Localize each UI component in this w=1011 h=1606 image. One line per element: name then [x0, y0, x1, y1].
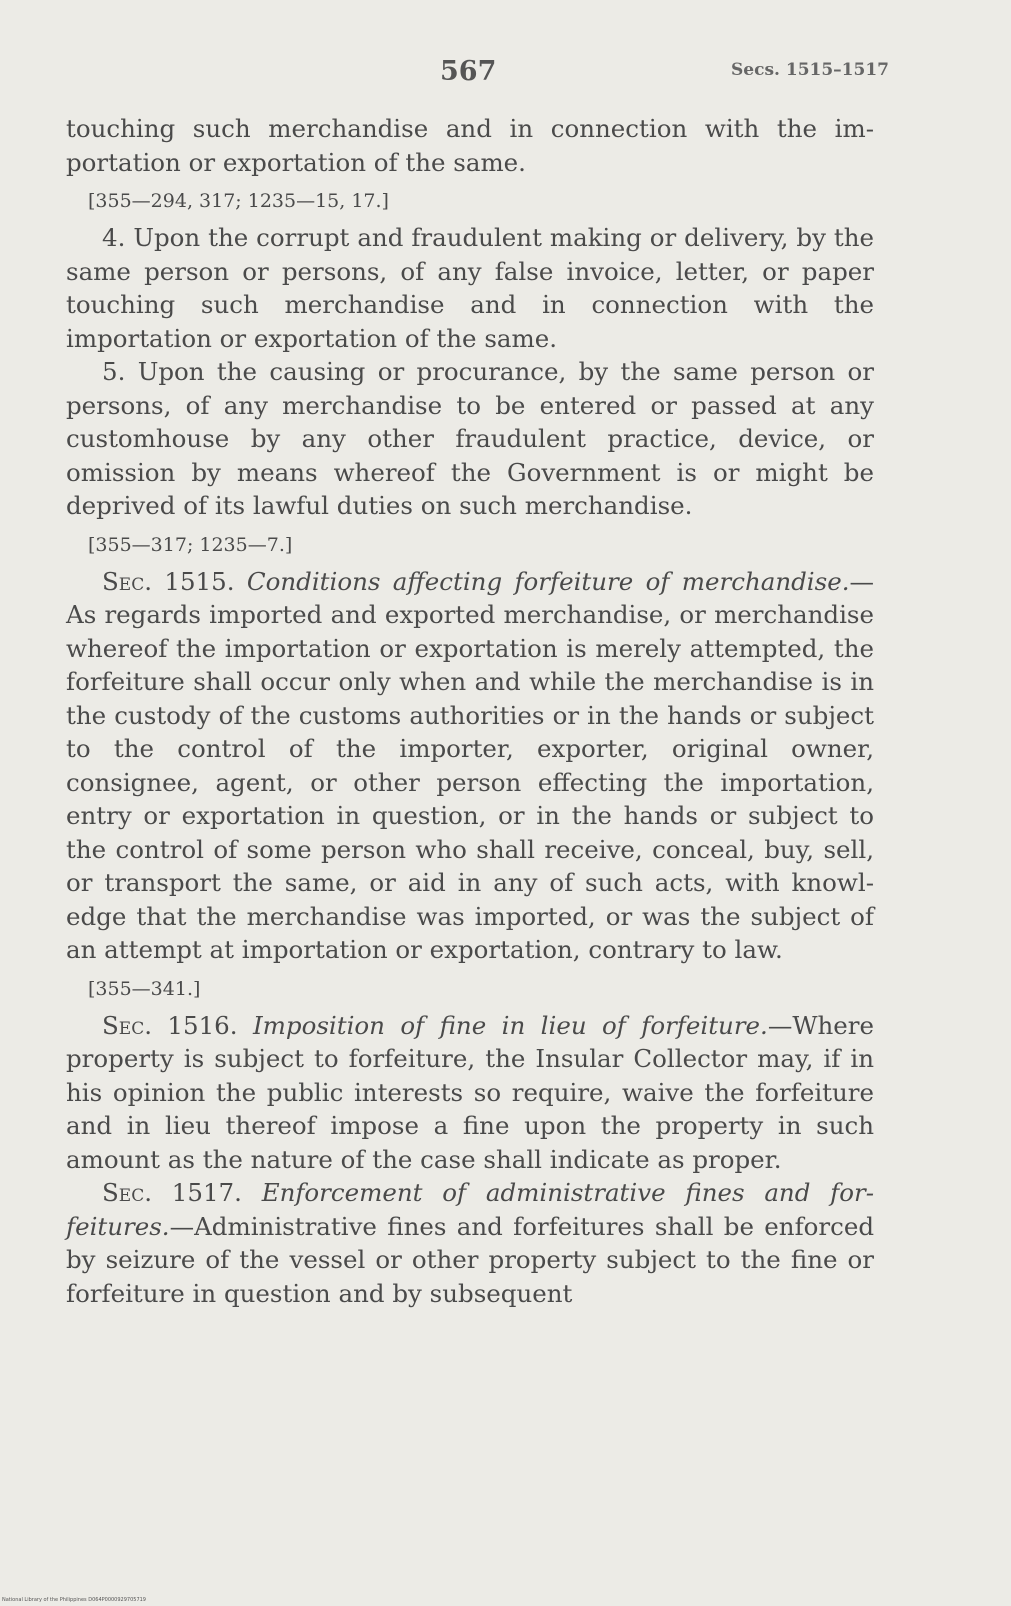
citation: [355—341.] [88, 977, 201, 1000]
section-number: 1517. [171, 1178, 242, 1207]
section-number: 1516. [167, 1010, 238, 1040]
section-title: Enforcement of administrative fines and forfeitures. [66, 1178, 874, 1241]
page-number: 567 [440, 56, 497, 87]
citation: [355—294, 317; 1235—15, 17.] [88, 190, 389, 212]
section-1515 [66, 565, 874, 967]
running-head: Secs. 1515–1517 [731, 60, 889, 80]
section-1516 [66, 1009, 874, 1177]
section-text: —Where property is subject to forfeiture, the Insular Collector may, if in his opinion the public interests so require, waive the forfeiture and in lieu thereof impose a fine upon the property in such amount as the nature of the case shall indicate as proper. [66, 1010, 874, 1174]
scan-footer-tag: National Library of the Philippines D064P0000929705719 [2, 1597, 146, 1603]
body-text [66, 112, 874, 1310]
section-text: —Administrative fines and forfeitures shall be enforced by seizure of the vessel or other property subject to the fine or forfeiture in question and by subsequent [66, 1211, 874, 1308]
paragraph-item-4: 4. Upon the corrupt and fraudulent making or delivery, by the same person or persons, of any false invoice, letter, or paper touching such merchandise and in connection with the importation or exportation of the same. [66, 223, 874, 353]
section-title: Conditions affecting forfeiture of merchandise. [246, 566, 850, 596]
section-label: Sec. [102, 1010, 152, 1040]
section-label: Sec. [102, 566, 152, 596]
section-label: Sec. [102, 1178, 152, 1207]
paragraph-item-5: 5. Upon the causing or procurance, by the same person or persons, of any merchandise to be entered or passed at any customhouse by any other fraudulent practice, device, or omission by means whereof the Government is or might be deprived of its lawful duties on such merchandise. [66, 357, 874, 520]
section-text: —As regards imported and exported merchandise, or merchandise whereof the importation or exportation is merely attempted, the forfeiture shall occur only when and while the merchandise is in the custody of the customs authorities or in the hands or subject to the control of the importer, exporter, original owner, consignee, agent, or other person effecting the importation, entry or exportation in question, or in the hands or subject to the control of some person who shall receive, conceal, buy, sell, or transport the same, or aid in any of such acts, with knowledge that the merchandise was imported, or was the subject of an attempt at importation or exportation, contrary to law. [66, 566, 874, 964]
paragraph-continuation: touching such merchandise and in connection with the importation or exportation of the same. [66, 114, 874, 177]
section-1517 [66, 1176, 874, 1310]
citation: [355—317; 1235—7.] [88, 533, 293, 556]
section-number: 1515. [164, 566, 235, 596]
section-title: Imposition of fine in lieu of forfeiture. [252, 1010, 768, 1040]
